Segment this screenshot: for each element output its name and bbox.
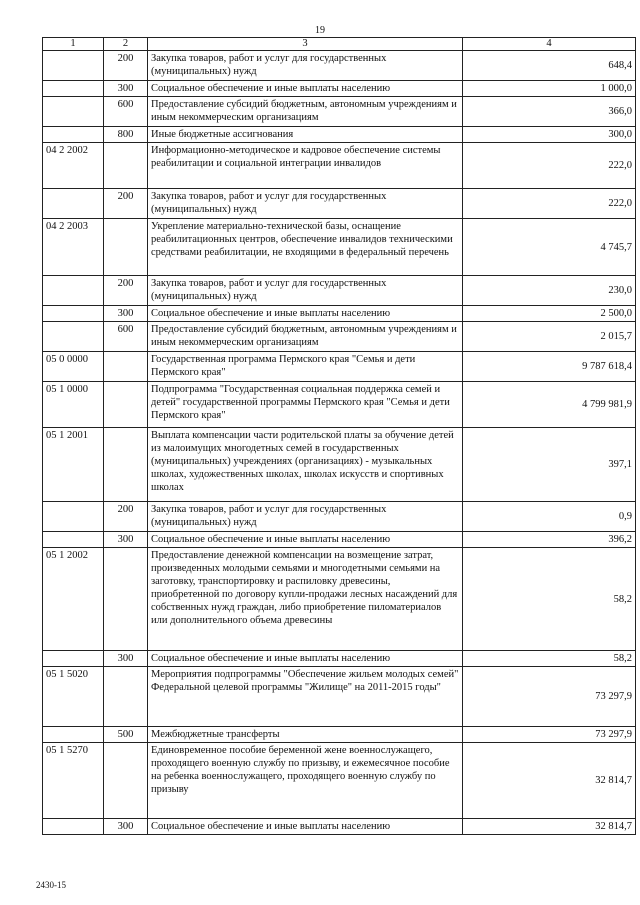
budget-table: [42, 37, 636, 835]
description-cell: Закупка товаров, работ и услуг для государственных (муниципальных) нужд: [148, 502, 463, 532]
table-row: [43, 143, 636, 189]
budget-code-cell: 05 0 0000: [43, 352, 104, 382]
description-cell: Социальное обеспечение и иные выплаты населению: [148, 532, 463, 548]
expense-type-cell: 200: [104, 51, 148, 81]
column-header-2: 2: [104, 38, 148, 51]
table-row: [43, 743, 636, 819]
description-cell: Закупка товаров, работ и услуг для государственных (муниципальных) нужд: [148, 51, 463, 81]
description-cell: Предоставление субсидий бюджетным, автономным учреждениям и иным некоммерческим организациям: [148, 322, 463, 352]
amount-cell: 4 799 981,9: [463, 382, 636, 428]
budget-code-cell: 05 1 5020: [43, 667, 104, 727]
expense-type-cell: [104, 382, 148, 428]
amount-cell: 32 814,7: [463, 743, 636, 819]
amount-cell: 2 015,7: [463, 322, 636, 352]
budget-code-cell: [43, 819, 104, 835]
document-footer-code: 2430-15: [36, 880, 66, 890]
table-row: [43, 428, 636, 502]
amount-cell: 648,4: [463, 51, 636, 81]
expense-type-cell: 500: [104, 727, 148, 743]
description-cell: Мероприятия подпрограммы "Обеспечение жильем молодых семей" Федеральной целевой программы "Жилище" на 2011-2015 годы": [148, 667, 463, 727]
description-cell: Предоставление субсидий бюджетным, автономным учреждениям и иным некоммерческим организациям: [148, 97, 463, 127]
expense-type-cell: 200: [104, 276, 148, 306]
amount-cell: 73 297,9: [463, 727, 636, 743]
amount-cell: 222,0: [463, 143, 636, 189]
table-row: [43, 667, 636, 727]
amount-cell: 300,0: [463, 127, 636, 143]
amount-cell: 2 500,0: [463, 306, 636, 322]
amount-cell: 73 297,9: [463, 667, 636, 727]
budget-code-cell: [43, 276, 104, 306]
amount-cell: 396,2: [463, 532, 636, 548]
expense-type-cell: [104, 548, 148, 651]
expense-type-cell: 300: [104, 651, 148, 667]
description-cell: Закупка товаров, работ и услуг для государственных (муниципальных) нужд: [148, 189, 463, 219]
expense-type-cell: 300: [104, 306, 148, 322]
table-row: [43, 502, 636, 532]
expense-type-cell: [104, 743, 148, 819]
table-row: [43, 51, 636, 81]
expense-type-cell: [104, 352, 148, 382]
table-row: [43, 219, 636, 276]
description-cell: Иные бюджетные ассигнования: [148, 127, 463, 143]
table-row: [43, 352, 636, 382]
description-cell: Укрепление материально-технической базы, оснащение реабилитационных центров, обеспечение инвалидов техническими средствами реабилитации, не входящими в федеральный перечень: [148, 219, 463, 276]
budget-code-cell: [43, 97, 104, 127]
expense-type-cell: 300: [104, 532, 148, 548]
expense-type-cell: [104, 428, 148, 502]
amount-cell: 58,2: [463, 651, 636, 667]
expense-type-cell: 600: [104, 322, 148, 352]
description-cell: Предоставление денежной компенсации на возмещение затрат, произведенных молодыми семьями и многодетными семьями на заготовку, транспортировку и распиловку древесины, приобретенной по договору купли-продажи лесных насаждений для собственных нужд граждан, либо приобретение пиломатериалов или дополнительного объема древесины: [148, 548, 463, 651]
expense-type-cell: 300: [104, 819, 148, 835]
budget-code-cell: [43, 532, 104, 548]
amount-cell: 222,0: [463, 189, 636, 219]
description-cell: Социальное обеспечение и иные выплаты населению: [148, 81, 463, 97]
budget-code-cell: [43, 322, 104, 352]
budget-code-cell: [43, 651, 104, 667]
budget-code-cell: [43, 727, 104, 743]
description-cell: Социальное обеспечение и иные выплаты населению: [148, 651, 463, 667]
budget-code-cell: 05 1 2002: [43, 548, 104, 651]
budget-code-cell: [43, 502, 104, 532]
description-cell: Единовременное пособие беременной жене военнослужащего, проходящего военную службу по призыву, и ежемесячное пособие на ребенка военнослужащего, проходящего военную службу по призыву: [148, 743, 463, 819]
table-row: [43, 382, 636, 428]
table-row: [43, 532, 636, 548]
amount-cell: 1 000,0: [463, 81, 636, 97]
budget-code-cell: [43, 189, 104, 219]
budget-code-cell: 05 1 0000: [43, 382, 104, 428]
budget-code-cell: [43, 127, 104, 143]
amount-cell: 32 814,7: [463, 819, 636, 835]
table-row: [43, 651, 636, 667]
table-row: [43, 727, 636, 743]
table-row: [43, 306, 636, 322]
expense-type-cell: 200: [104, 189, 148, 219]
table-row: [43, 97, 636, 127]
table-row: [43, 189, 636, 219]
amount-cell: 230,0: [463, 276, 636, 306]
column-header-4: 4: [463, 38, 636, 51]
table-header-row: [43, 38, 636, 51]
expense-type-cell: [104, 143, 148, 189]
expense-type-cell: 800: [104, 127, 148, 143]
expense-type-cell: 600: [104, 97, 148, 127]
expense-type-cell: [104, 219, 148, 276]
expense-type-cell: 300: [104, 81, 148, 97]
table-row: [43, 127, 636, 143]
budget-code-cell: 04 2 2002: [43, 143, 104, 189]
description-cell: Государственная программа Пермского края "Семья и дети Пермского края": [148, 352, 463, 382]
description-cell: Выплата компенсации части родительской платы за обучение детей из малоимущих многодетных семей в государственных (муниципальных) учреждениях (организациях) - музыкальных школах, художественных школах, школах искусств и спортивных школах: [148, 428, 463, 502]
description-cell: Информационно-методическое и кадровое обеспечение системы реабилитации и социальной интеграции инвалидов: [148, 143, 463, 189]
budget-code-cell: [43, 81, 104, 97]
table-row: [43, 81, 636, 97]
description-cell: Закупка товаров, работ и услуг для государственных (муниципальных) нужд: [148, 276, 463, 306]
table-row: [43, 819, 636, 835]
amount-cell: 397,1: [463, 428, 636, 502]
budget-code-cell: 05 1 5270: [43, 743, 104, 819]
table-row: [43, 548, 636, 651]
expense-type-cell: 200: [104, 502, 148, 532]
amount-cell: 58,2: [463, 548, 636, 651]
description-cell: Социальное обеспечение и иные выплаты населению: [148, 819, 463, 835]
column-header-3: 3: [148, 38, 463, 51]
description-cell: Подпрограмма "Государственная социальная поддержка семей и детей" государственной программы Пермского края "Семья и дети Пермского края": [148, 382, 463, 428]
column-header-1: 1: [43, 38, 104, 51]
amount-cell: 366,0: [463, 97, 636, 127]
description-cell: Социальное обеспечение и иные выплаты населению: [148, 306, 463, 322]
amount-cell: 9 787 618,4: [463, 352, 636, 382]
budget-code-cell: [43, 306, 104, 322]
description-cell: Межбюджетные трансферты: [148, 727, 463, 743]
table-row: [43, 276, 636, 306]
table-row: [43, 322, 636, 352]
budget-code-cell: [43, 51, 104, 81]
page-number: 19: [315, 25, 325, 36]
amount-cell: 4 745,7: [463, 219, 636, 276]
amount-cell: 0,9: [463, 502, 636, 532]
budget-code-cell: 05 1 2001: [43, 428, 104, 502]
expense-type-cell: [104, 667, 148, 727]
budget-code-cell: 04 2 2003: [43, 219, 104, 276]
